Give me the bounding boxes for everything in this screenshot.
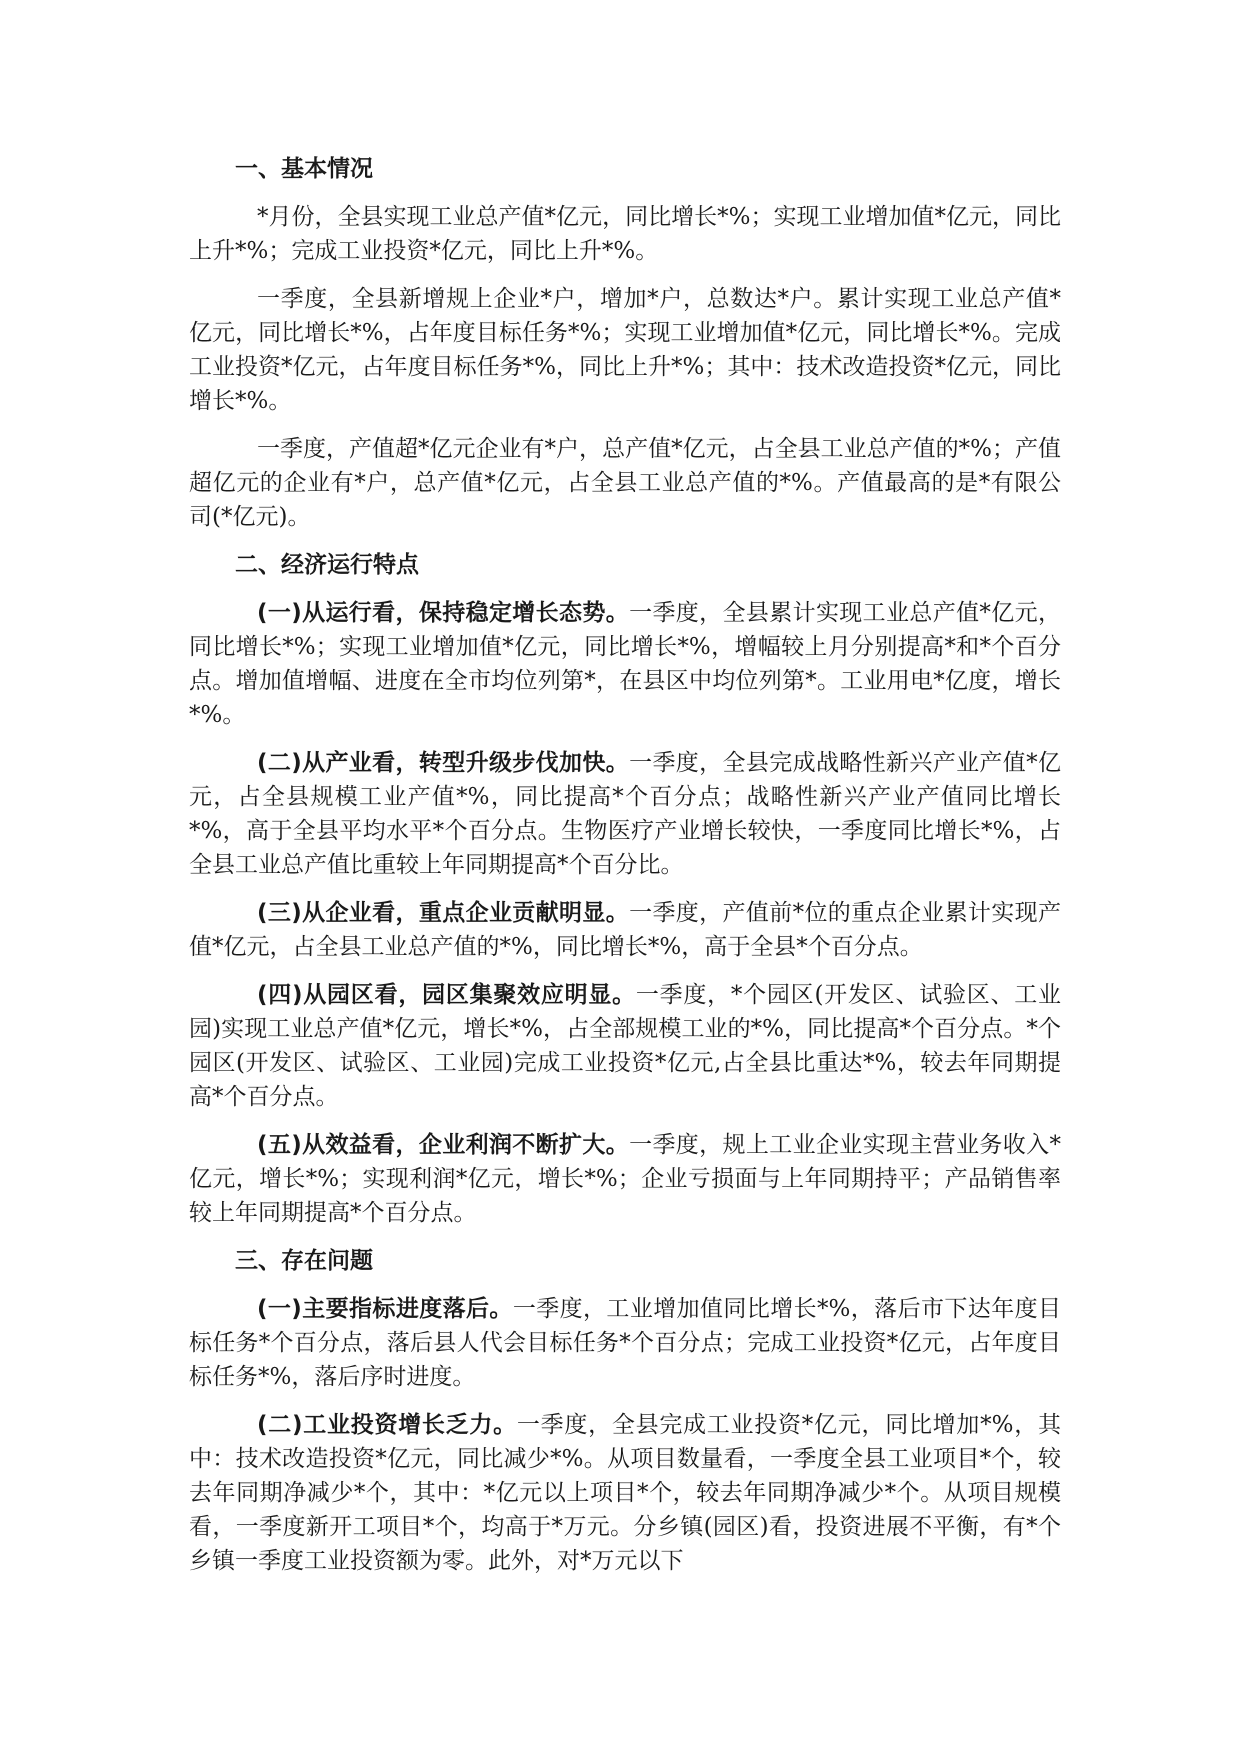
paragraph — [189, 1292, 1061, 1394]
paragraph-lead: (二)从产业看，转型升级步伐加快。 — [257, 750, 630, 776]
section-heading-problems: 三、存在问题 — [235, 1248, 373, 1274]
paragraph-text: 一季度，全县完成工业投资*亿元，同比增加*%，其中：技术改造投资*亿元，同比减少*%。从项目数量看，一季度全县工业项目*个，较去年同期净减少*个，其中：*亿元以上项目*个，较去年同期净减少*个。从项目规模看，一季度新开工项目*个，均高于*万元。分乡镇(园区)看，投资进展不平衡，有*个乡镇一季度工业投资额为零。此外，对*万元以下 — [189, 1412, 1061, 1574]
paragraph-lead: (三)从企业看，重点企业贡献明显。 — [257, 900, 630, 926]
paragraph — [189, 896, 1061, 964]
paragraph-lead: (二)工业投资增长乏力。 — [257, 1412, 517, 1438]
paragraph-text: 一季度，产值超*亿元企业有*户，总产值*亿元，占全县工业总产值的*%；产值超亿元的企业有*户，总产值*亿元，占全县工业总产值的*%。产值最高的是*有限公司(*亿元)。 — [189, 436, 1061, 530]
paragraph — [189, 1128, 1061, 1230]
section-heading-basic: 一、基本情况 — [235, 156, 373, 182]
paragraph — [189, 596, 1061, 732]
paragraph — [189, 978, 1061, 1114]
paragraph-lead: (四)从园区看，园区集聚效应明显。 — [257, 982, 636, 1008]
paragraph-lead: (一)从运行看，保持稳定增长态势。 — [257, 600, 630, 626]
paragraph-text: 一季度，规上工业企业实现主营业务收入*亿元，增长*%；实现利润*亿元，增长*%；企业亏损面与上年同期持平；产品销售率较上年同期提高*个百分点。 — [189, 1132, 1062, 1226]
paragraph — [189, 746, 1061, 882]
paragraph-text: 一季度，全县新增规上企业*户，增加*户，总数达*户。累计实现工业总产值*亿元，同比增长*%，占年度目标任务*%；实现工业增加值*亿元，同比增长*%。完成工业投资*亿元，占年度目标任务*%，同比上升*%；其中：技术改造投资*亿元，同比增长*%。 — [189, 286, 1061, 414]
paragraph-text: *月份，全县实现工业总产值*亿元，同比增长*%；实现工业增加值*亿元，同比上升*%；完成工业投资*亿元，同比上升*%。 — [189, 204, 1061, 264]
paragraph-text: 一季度，全县累计实现工业总产值*亿元，同比增长*%；实现工业增加值*亿元，同比增长*%，增幅较上月分别提高*和*个百分点。增加值增幅、进度在全市均位列第*，在县区中均位列第*。工业用电*亿度，增长*%。 — [189, 600, 1062, 728]
section-heading-features: 二、经济运行特点 — [235, 552, 419, 578]
paragraph-text: 一季度，工业增加值同比增长*%，落后市下达年度目标任务*个百分点，落后县人代会目标任务*个百分点；完成工业投资*亿元，占年度目标任务*%，落后序时进度。 — [189, 1296, 1061, 1390]
paragraph-lead: (五)从效益看，企业利润不断扩大。 — [257, 1132, 630, 1158]
paragraph — [189, 432, 1061, 534]
paragraph-text: 一季度，产值前*位的重点企业累计实现产值*亿元，占全县工业总产值的*%，同比增长*%，高于全县*个百分点。 — [189, 900, 1062, 960]
paragraph — [189, 1408, 1061, 1578]
document-body — [189, 152, 1061, 1592]
paragraph — [189, 282, 1061, 418]
paragraph — [189, 200, 1061, 268]
paragraph-lead: (一)主要指标进度落后。 — [257, 1296, 513, 1322]
paragraph-text: 一季度，*个园区(开发区、试验区、工业园)实现工业总产值*亿元，增长*%，占全部规模工业的*%，同比提高*个百分点。*个园区(开发区、试验区、工业园)完成工业投资*亿元,占全县比重达*%，较去年同期提高*个百分点。 — [189, 982, 1061, 1110]
paragraph-text: 一季度，全县完成战略性新兴产业产值*亿元，占全县规模工业产值*%，同比提高*个百分点；战略性新兴产业产值同比增长*%，高于全县平均水平*个百分点。生物医疗产业增长较快，一季度同比增长*%，占全县工业总产值比重较上年同期提高*个百分比。 — [189, 750, 1062, 878]
